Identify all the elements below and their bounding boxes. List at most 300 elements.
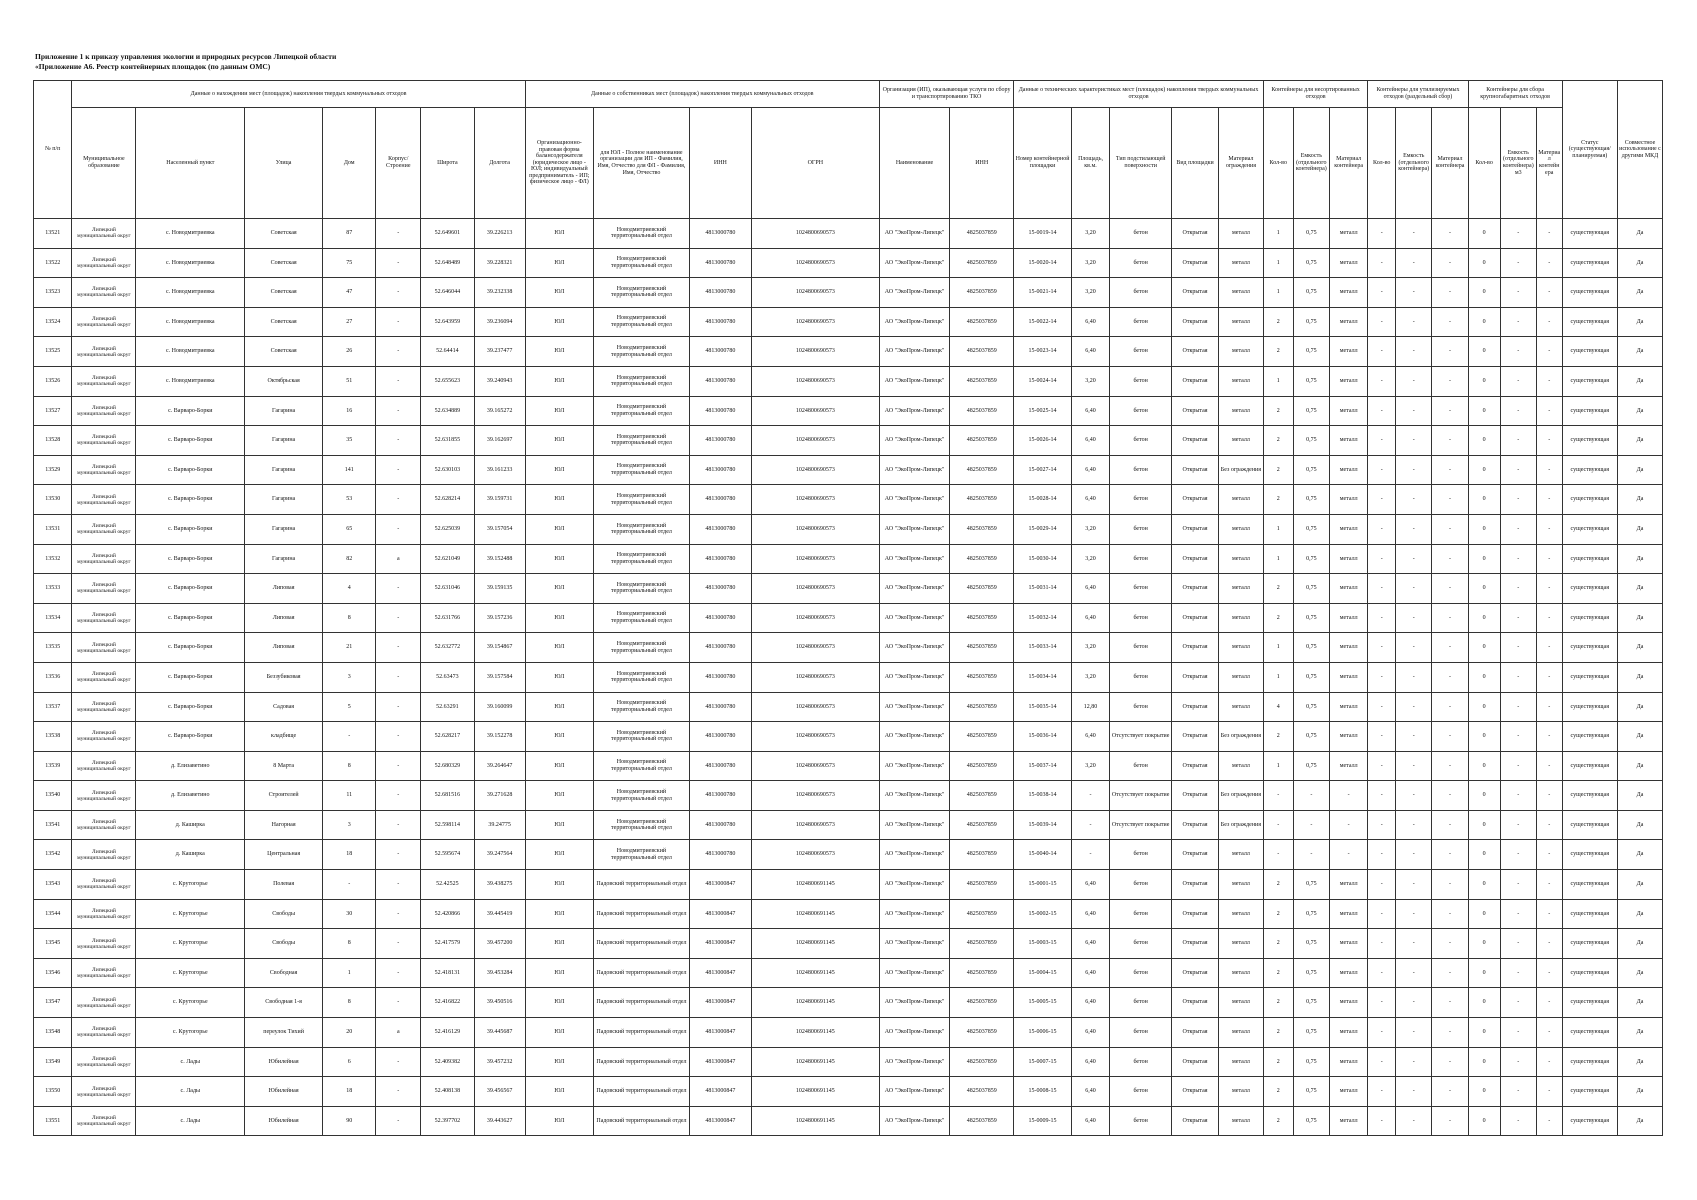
- cell-recycled-count: -: [1368, 810, 1396, 840]
- cell-bulky-volume: -: [1500, 1106, 1536, 1136]
- cell-unsorted-material: металл: [1329, 485, 1367, 515]
- cell-recycled-volume: -: [1396, 722, 1432, 752]
- cell-site-number: 15-0027-14: [1014, 455, 1072, 485]
- cell-site-number: 15-0038-14: [1014, 781, 1072, 811]
- col-settlement: Населенный пункт: [136, 108, 245, 219]
- cell-building: -: [376, 426, 421, 456]
- cell-site-type: Открытая: [1172, 840, 1219, 870]
- cell-site-number: 15-0032-14: [1014, 603, 1072, 633]
- cell-unsorted-volume: 0,75: [1293, 514, 1329, 544]
- cell-owner-form: ЮЛ: [525, 426, 593, 456]
- cell-house: 53: [323, 485, 376, 515]
- cell-surface: бетон: [1110, 426, 1172, 456]
- cell-owner-inn: 4813000847: [689, 929, 751, 959]
- cell-owner-form: ЮЛ: [525, 544, 593, 574]
- cell-owner-name: Падовский территориальный отдел: [593, 958, 689, 988]
- cell-settlement: д. Елизаветино: [136, 751, 245, 781]
- table-row: [34, 426, 1663, 456]
- cell-unsorted-count: 2: [1263, 455, 1293, 485]
- cell-recycled-volume: -: [1396, 840, 1432, 870]
- cell-operator-inn: 4825037859: [950, 366, 1014, 396]
- cell-bulky-material: -: [1536, 810, 1562, 840]
- cell-house: 75: [323, 248, 376, 278]
- cell-bulky-volume: -: [1500, 1077, 1536, 1107]
- cell-site-number: 15-0029-14: [1014, 514, 1072, 544]
- cell-building: -: [376, 337, 421, 367]
- cell-site-type: Открытая: [1172, 485, 1219, 515]
- col-longitude: Долгота: [474, 108, 525, 219]
- cell-street: Юбилейная: [245, 1077, 323, 1107]
- cell-municipality: Липецкий муниципальный округ: [72, 662, 136, 692]
- cell-site-type: Открытая: [1172, 722, 1219, 752]
- cell-operator-name: АО "ЭкоПром-Липецк": [879, 603, 949, 633]
- cell-status: существующая: [1562, 1018, 1617, 1048]
- cell-recycled-count: -: [1368, 929, 1396, 959]
- cell-unsorted-material: металл: [1329, 396, 1367, 426]
- cell-fence: металл: [1219, 899, 1264, 929]
- cell-area: 6,40: [1071, 1077, 1109, 1107]
- cell-bulky-count: 0: [1468, 958, 1500, 988]
- cell-latitude: 52.631855: [421, 426, 474, 456]
- cell-street: Гагарина: [245, 455, 323, 485]
- cell-shared: Да: [1617, 840, 1662, 870]
- cell-owner-ogrn: 1024800691145: [751, 870, 879, 900]
- cell-building: -: [376, 722, 421, 752]
- cell-house: 47: [323, 278, 376, 308]
- cell-fence: металл: [1219, 426, 1264, 456]
- cell-bulky-volume: -: [1500, 1047, 1536, 1077]
- cell-house: 21: [323, 633, 376, 663]
- cell-operator-inn: 4825037859: [950, 426, 1014, 456]
- cell-municipality: Липецкий муниципальный округ: [72, 633, 136, 663]
- cell-recycled-material: -: [1432, 248, 1468, 278]
- cell-area: 3,20: [1071, 633, 1109, 663]
- cell-site-number: 15-0003-15: [1014, 929, 1072, 959]
- cell-owner-inn: 4813000780: [689, 307, 751, 337]
- cell-recycled-count: -: [1368, 751, 1396, 781]
- cell-unsorted-count: 1: [1263, 544, 1293, 574]
- cell-bulky-volume: -: [1500, 1018, 1536, 1048]
- cell-unsorted-material: металл: [1329, 1047, 1367, 1077]
- cell-owner-form: ЮЛ: [525, 722, 593, 752]
- cell-site-number: 15-0022-14: [1014, 307, 1072, 337]
- cell-shared: Да: [1617, 1047, 1662, 1077]
- cell-area: 6,40: [1071, 899, 1109, 929]
- cell-unsorted-material: металл: [1329, 1018, 1367, 1048]
- cell-bulky-material: -: [1536, 426, 1562, 456]
- cell-shared: Да: [1617, 307, 1662, 337]
- cell-surface: бетон: [1110, 574, 1172, 604]
- cell-building: -: [376, 662, 421, 692]
- cell-owner-name: Новодмитриевский территориальный отдел: [593, 278, 689, 308]
- cell-owner-ogrn: 1024800691145: [751, 929, 879, 959]
- cell-bulky-volume: -: [1500, 751, 1536, 781]
- cell-operator-name: АО "ЭкоПром-Липецк": [879, 810, 949, 840]
- cell-unsorted-volume: 0,75: [1293, 692, 1329, 722]
- table-row: [34, 485, 1663, 515]
- cell-recycled-material: -: [1432, 781, 1468, 811]
- table-row: [34, 899, 1663, 929]
- cell-owner-name: Новодмитриевский территориальный отдел: [593, 455, 689, 485]
- cell-recycled-material: -: [1432, 840, 1468, 870]
- cell-recycled-count: -: [1368, 219, 1396, 249]
- cell-municipality: Липецкий муниципальный округ: [72, 751, 136, 781]
- cell-owner-form: ЮЛ: [525, 751, 593, 781]
- cell-recycled-volume: -: [1396, 1106, 1432, 1136]
- cell-bulky-material: -: [1536, 662, 1562, 692]
- cell-building: -: [376, 929, 421, 959]
- cell-unsorted-count: -: [1263, 840, 1293, 870]
- cell-bulky-material: -: [1536, 1047, 1562, 1077]
- cell-unsorted-material: металл: [1329, 574, 1367, 604]
- table-row: [34, 1106, 1663, 1136]
- cell-longitude: 39.237477: [474, 337, 525, 367]
- cell-bulky-count: 0: [1468, 1018, 1500, 1048]
- cell-unsorted-volume: -: [1293, 840, 1329, 870]
- cell-street: Гагарина: [245, 426, 323, 456]
- cell-shared: Да: [1617, 633, 1662, 663]
- cell-operator-name: АО "ЭкоПром-Липецк": [879, 692, 949, 722]
- cell-area: 3,20: [1071, 219, 1109, 249]
- cell-building: -: [376, 514, 421, 544]
- cell-num: 13539: [34, 751, 72, 781]
- cell-area: 12,80: [1071, 692, 1109, 722]
- cell-owner-ogrn: 1024800690573: [751, 366, 879, 396]
- cell-site-type: Открытая: [1172, 810, 1219, 840]
- cell-num: 13529: [34, 455, 72, 485]
- cell-operator-name: АО "ЭкоПром-Липецк": [879, 633, 949, 663]
- cell-house: -: [323, 870, 376, 900]
- table-row: [34, 603, 1663, 633]
- cell-bulky-volume: -: [1500, 396, 1536, 426]
- cell-building: -: [376, 1106, 421, 1136]
- cell-num: 13542: [34, 840, 72, 870]
- cell-operator-inn: 4825037859: [950, 455, 1014, 485]
- cell-owner-inn: 4813000847: [689, 988, 751, 1018]
- cell-bulky-count: 0: [1468, 751, 1500, 781]
- cell-owner-form: ЮЛ: [525, 219, 593, 249]
- cell-area: 6,40: [1071, 870, 1109, 900]
- cell-house: 3: [323, 810, 376, 840]
- cell-bulky-material: -: [1536, 988, 1562, 1018]
- cell-recycled-count: -: [1368, 899, 1396, 929]
- cell-recycled-count: -: [1368, 278, 1396, 308]
- cell-area: 6,40: [1071, 455, 1109, 485]
- cell-owner-name: Падовский территориальный отдел: [593, 1047, 689, 1077]
- group-bulky: Контейнеры для сбора крупногабаритных отходов: [1468, 81, 1562, 108]
- cell-bulky-volume: -: [1500, 574, 1536, 604]
- cell-area: -: [1071, 810, 1109, 840]
- cell-bulky-count: 0: [1468, 307, 1500, 337]
- table-row: [34, 514, 1663, 544]
- registry-table-wrapper: [33, 80, 1663, 1136]
- cell-recycled-material: -: [1432, 455, 1468, 485]
- cell-recycled-volume: -: [1396, 485, 1432, 515]
- cell-surface: бетон: [1110, 840, 1172, 870]
- cell-unsorted-count: 1: [1263, 751, 1293, 781]
- cell-site-type: Открытая: [1172, 870, 1219, 900]
- cell-municipality: Липецкий муниципальный округ: [72, 455, 136, 485]
- cell-recycled-volume: -: [1396, 988, 1432, 1018]
- cell-municipality: Липецкий муниципальный округ: [72, 248, 136, 278]
- cell-street: Советская: [245, 337, 323, 367]
- cell-building: -: [376, 899, 421, 929]
- cell-building: -: [376, 810, 421, 840]
- cell-unsorted-count: 2: [1263, 307, 1293, 337]
- cell-latitude: 52.420866: [421, 899, 474, 929]
- cell-owner-ogrn: 1024800690573: [751, 840, 879, 870]
- header-row-groups: [34, 81, 1663, 108]
- cell-owner-ogrn: 1024800690573: [751, 248, 879, 278]
- cell-site-type: Открытая: [1172, 662, 1219, 692]
- cell-bulky-material: -: [1536, 929, 1562, 959]
- cell-num: 13531: [34, 514, 72, 544]
- cell-recycled-volume: -: [1396, 899, 1432, 929]
- cell-site-number: 15-0036-14: [1014, 722, 1072, 752]
- cell-longitude: 39.457200: [474, 929, 525, 959]
- cell-shared: Да: [1617, 337, 1662, 367]
- cell-fence: Без ограждения: [1219, 722, 1264, 752]
- cell-unsorted-material: металл: [1329, 455, 1367, 485]
- cell-status: существующая: [1562, 455, 1617, 485]
- cell-recycled-count: -: [1368, 1106, 1396, 1136]
- cell-unsorted-count: 2: [1263, 1106, 1293, 1136]
- table-row: [34, 1047, 1663, 1077]
- cell-area: -: [1071, 840, 1109, 870]
- cell-longitude: 39.159731: [474, 485, 525, 515]
- cell-latitude: 52.63291: [421, 692, 474, 722]
- cell-site-number: 15-0009-15: [1014, 1106, 1072, 1136]
- cell-operator-inn: 4825037859: [950, 514, 1014, 544]
- cell-unsorted-material: металл: [1329, 366, 1367, 396]
- table-row: [34, 219, 1663, 249]
- cell-house: 20: [323, 1018, 376, 1048]
- cell-unsorted-volume: 0,75: [1293, 574, 1329, 604]
- cell-bulky-volume: -: [1500, 810, 1536, 840]
- cell-unsorted-material: -: [1329, 810, 1367, 840]
- cell-bulky-count: 0: [1468, 455, 1500, 485]
- cell-recycled-volume: -: [1396, 366, 1432, 396]
- cell-house: 18: [323, 840, 376, 870]
- table-row: [34, 662, 1663, 692]
- cell-unsorted-count: 2: [1263, 396, 1293, 426]
- cell-surface: бетон: [1110, 366, 1172, 396]
- cell-surface: Отсутствует покрытие: [1110, 810, 1172, 840]
- cell-area: 6,40: [1071, 426, 1109, 456]
- cell-settlement: с. Крутогорье: [136, 1018, 245, 1048]
- cell-surface: бетон: [1110, 219, 1172, 249]
- cell-site-number: 15-0030-14: [1014, 544, 1072, 574]
- cell-site-type: Открытая: [1172, 929, 1219, 959]
- cell-fence: металл: [1219, 307, 1264, 337]
- col-operator-inn: ИНН: [950, 108, 1014, 219]
- cell-recycled-count: -: [1368, 1047, 1396, 1077]
- cell-operator-name: АО "ЭкоПром-Липецк": [879, 485, 949, 515]
- cell-building: -: [376, 603, 421, 633]
- cell-shared: Да: [1617, 396, 1662, 426]
- cell-owner-name: Падовский территориальный отдел: [593, 1077, 689, 1107]
- cell-owner-name: Новодмитриевский территориальный отдел: [593, 751, 689, 781]
- cell-bulky-material: -: [1536, 337, 1562, 367]
- cell-unsorted-volume: 0,75: [1293, 662, 1329, 692]
- cell-owner-form: ЮЛ: [525, 1018, 593, 1048]
- col-owner-inn: ИНН: [689, 108, 751, 219]
- cell-settlement: с. Варваро-Борки: [136, 426, 245, 456]
- col-bulky-material: Материал контейнера: [1536, 108, 1562, 219]
- cell-house: 82: [323, 544, 376, 574]
- cell-unsorted-count: 2: [1263, 485, 1293, 515]
- cell-bulky-material: -: [1536, 781, 1562, 811]
- cell-owner-inn: 4813000847: [689, 958, 751, 988]
- cell-surface: бетон: [1110, 929, 1172, 959]
- cell-num: 13535: [34, 633, 72, 663]
- cell-bulky-volume: -: [1500, 722, 1536, 752]
- cell-area: 3,20: [1071, 278, 1109, 308]
- cell-recycled-volume: -: [1396, 426, 1432, 456]
- cell-recycled-volume: -: [1396, 219, 1432, 249]
- cell-surface: бетон: [1110, 1047, 1172, 1077]
- cell-surface: бетон: [1110, 514, 1172, 544]
- cell-latitude: 52.625039: [421, 514, 474, 544]
- cell-num: 13546: [34, 958, 72, 988]
- cell-bulky-count: 0: [1468, 485, 1500, 515]
- cell-house: 3: [323, 662, 376, 692]
- cell-house: 18: [323, 1077, 376, 1107]
- cell-settlement: д. Елизаветино: [136, 781, 245, 811]
- cell-area: 3,20: [1071, 514, 1109, 544]
- group-owner: Данные о собственниках мест (площадок) накопления твердых коммунальных отходов: [525, 81, 879, 108]
- cell-latitude: 52.680329: [421, 751, 474, 781]
- col-bulky-count: Кол-во: [1468, 108, 1500, 219]
- cell-shared: Да: [1617, 692, 1662, 722]
- cell-area: 6,40: [1071, 485, 1109, 515]
- cell-unsorted-volume: 0,75: [1293, 455, 1329, 485]
- cell-site-type: Открытая: [1172, 337, 1219, 367]
- cell-bulky-material: -: [1536, 1018, 1562, 1048]
- cell-owner-name: Новодмитриевский территориальный отдел: [593, 366, 689, 396]
- cell-municipality: Липецкий муниципальный округ: [72, 810, 136, 840]
- cell-recycled-volume: -: [1396, 662, 1432, 692]
- cell-status: существующая: [1562, 929, 1617, 959]
- cell-owner-name: Падовский территориальный отдел: [593, 870, 689, 900]
- cell-num: 13537: [34, 692, 72, 722]
- cell-site-type: Открытая: [1172, 396, 1219, 426]
- cell-settlement: с. Крутогорье: [136, 870, 245, 900]
- cell-longitude: 39.160099: [474, 692, 525, 722]
- cell-fence: металл: [1219, 603, 1264, 633]
- cell-street: Советская: [245, 248, 323, 278]
- cell-street: Полевая: [245, 870, 323, 900]
- cell-recycled-material: -: [1432, 751, 1468, 781]
- cell-shared: Да: [1617, 958, 1662, 988]
- cell-unsorted-volume: 0,75: [1293, 544, 1329, 574]
- cell-latitude: 52.418131: [421, 958, 474, 988]
- cell-street: Липовая: [245, 603, 323, 633]
- cell-site-type: Открытая: [1172, 426, 1219, 456]
- cell-street: Гагарина: [245, 544, 323, 574]
- table-row: [34, 692, 1663, 722]
- cell-unsorted-count: 2: [1263, 603, 1293, 633]
- cell-unsorted-material: металл: [1329, 337, 1367, 367]
- table-row: [34, 366, 1663, 396]
- cell-street: Нагорная: [245, 810, 323, 840]
- cell-owner-name: Падовский территориальный отдел: [593, 988, 689, 1018]
- cell-unsorted-count: 2: [1263, 958, 1293, 988]
- cell-fence: металл: [1219, 662, 1264, 692]
- cell-recycled-volume: -: [1396, 307, 1432, 337]
- cell-municipality: Липецкий муниципальный округ: [72, 929, 136, 959]
- cell-street: Липовая: [245, 574, 323, 604]
- cell-recycled-material: -: [1432, 603, 1468, 633]
- cell-longitude: 39.457232: [474, 1047, 525, 1077]
- cell-municipality: Липецкий муниципальный округ: [72, 781, 136, 811]
- group-unsorted: Контейнеры для несортированных отходов: [1263, 81, 1368, 108]
- header-row-columns: [34, 108, 1663, 219]
- cell-settlement: с. Варваро-Борки: [136, 692, 245, 722]
- cell-site-type: Открытая: [1172, 692, 1219, 722]
- cell-recycled-count: -: [1368, 396, 1396, 426]
- cell-owner-form: ЮЛ: [525, 278, 593, 308]
- cell-operator-inn: 4825037859: [950, 278, 1014, 308]
- cell-status: существующая: [1562, 396, 1617, 426]
- cell-operator-inn: 4825037859: [950, 810, 1014, 840]
- cell-street: Свободная 1-я: [245, 988, 323, 1018]
- cell-shared: Да: [1617, 544, 1662, 574]
- cell-area: 6,40: [1071, 307, 1109, 337]
- cell-bulky-material: -: [1536, 574, 1562, 604]
- cell-municipality: Липецкий муниципальный округ: [72, 426, 136, 456]
- cell-latitude: 52.417579: [421, 929, 474, 959]
- cell-owner-name: Новодмитриевский территориальный отдел: [593, 574, 689, 604]
- cell-num: 13525: [34, 337, 72, 367]
- cell-bulky-volume: -: [1500, 278, 1536, 308]
- col-street: Улица: [245, 108, 323, 219]
- cell-house: 8: [323, 929, 376, 959]
- cell-unsorted-volume: 0,75: [1293, 751, 1329, 781]
- cell-status: существующая: [1562, 870, 1617, 900]
- cell-recycled-count: -: [1368, 870, 1396, 900]
- cell-operator-name: АО "ЭкоПром-Липецк": [879, 1018, 949, 1048]
- cell-owner-name: Новодмитриевский территориальный отдел: [593, 781, 689, 811]
- cell-street: Юбилейная: [245, 1106, 323, 1136]
- cell-owner-name: Новодмитриевский территориальный отдел: [593, 722, 689, 752]
- table-row: [34, 722, 1663, 752]
- cell-recycled-count: -: [1368, 544, 1396, 574]
- cell-unsorted-material: металл: [1329, 426, 1367, 456]
- cell-site-number: 15-0033-14: [1014, 633, 1072, 663]
- cell-surface: бетон: [1110, 662, 1172, 692]
- cell-building: -: [376, 366, 421, 396]
- cell-recycled-volume: -: [1396, 929, 1432, 959]
- cell-unsorted-volume: 0,75: [1293, 366, 1329, 396]
- cell-settlement: с. Крутогорье: [136, 958, 245, 988]
- cell-owner-ogrn: 1024800691145: [751, 1047, 879, 1077]
- cell-bulky-material: -: [1536, 958, 1562, 988]
- table-row: [34, 337, 1663, 367]
- cell-recycled-volume: -: [1396, 514, 1432, 544]
- cell-municipality: Липецкий муниципальный округ: [72, 278, 136, 308]
- cell-site-number: 15-0034-14: [1014, 662, 1072, 692]
- cell-owner-form: ЮЛ: [525, 455, 593, 485]
- cell-fence: металл: [1219, 278, 1264, 308]
- cell-fence: металл: [1219, 1077, 1264, 1107]
- cell-longitude: 39.445419: [474, 899, 525, 929]
- cell-num: 13550: [34, 1077, 72, 1107]
- cell-unsorted-count: 2: [1263, 1047, 1293, 1077]
- cell-shared: Да: [1617, 929, 1662, 959]
- cell-unsorted-material: металл: [1329, 988, 1367, 1018]
- cell-bulky-count: 0: [1468, 662, 1500, 692]
